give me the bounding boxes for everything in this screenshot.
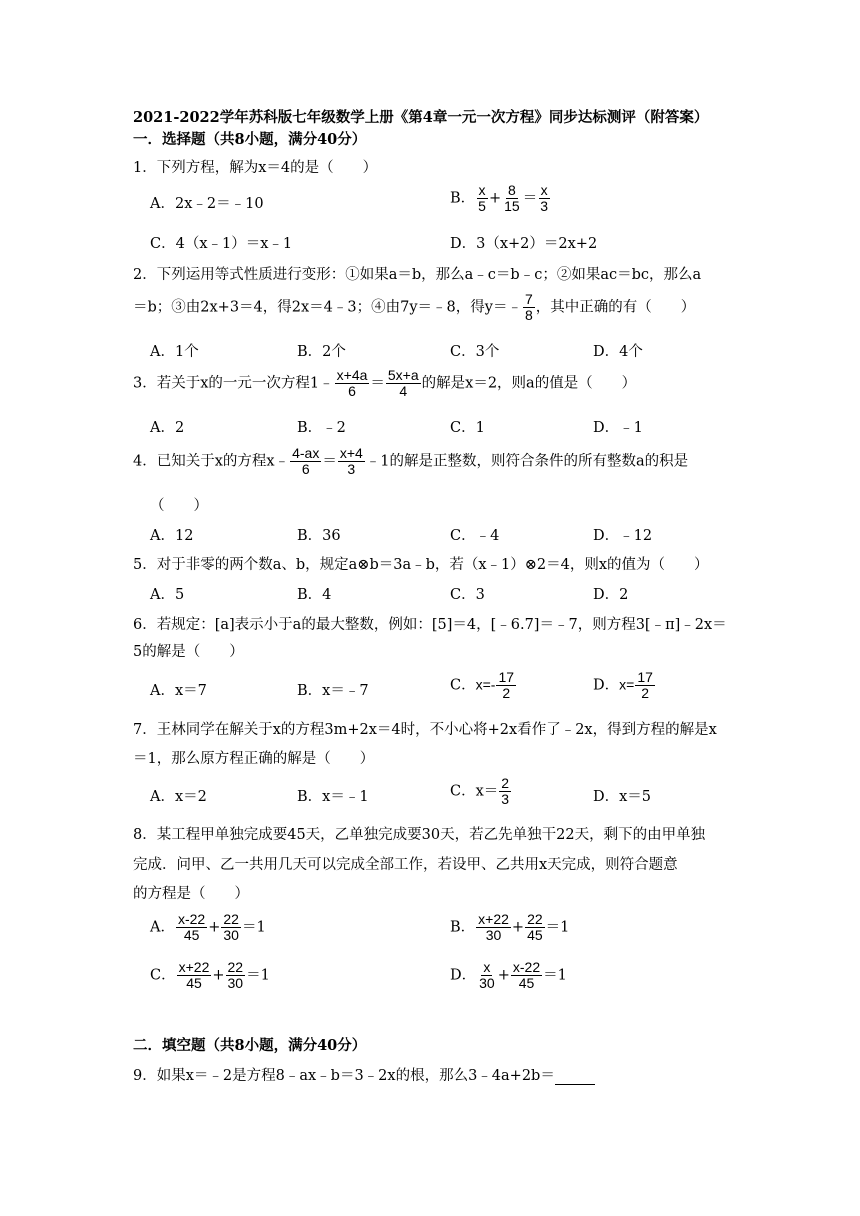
text: 4．已知关于x的方程x﹣ [133,453,290,470]
denominator: 15 [504,198,520,214]
option-label: C．x＝ [450,783,499,800]
text: 的解是x＝2，则a的值是（ ） [421,375,637,392]
denominator: 30 [485,927,502,943]
question-4-line-1 [133,446,688,477]
question-1-option-a: A．2x﹣2＝﹣10 [150,196,264,212]
section-heading-choice: 一．选择题（共8小题，满分40分） [133,131,367,148]
fraction [538,183,550,214]
equals-one: ＝1 [545,919,570,936]
question-8-line-1: 8．某工程甲单独完成要45天，乙单独完成要30天，若乙先单独干22天，剩下的由甲单独 [133,827,706,843]
question-8-line-3: 的方程是（ ） [133,886,249,902]
numerator: 22 [527,911,543,927]
fraction [476,912,511,943]
operator: + [212,967,225,984]
question-5-stem: 5．对于非零的两个数a、b，规定a⊗b＝3a﹣b，若（x﹣1）⊗2＝4，则x的值为（ ） [133,557,709,573]
question-2-option-b: B．2个 [297,344,346,360]
numerator: x+22 [478,911,509,927]
equals-one: ＝1 [543,967,567,984]
question-7-option-a: A．x＝2 [150,789,207,805]
question-4-option-c: C．﹣4 [450,528,500,544]
question-3-option-b: B．﹣2 [297,420,346,436]
fraction [386,368,421,399]
question-6-option-c [450,670,517,701]
fraction [496,670,516,701]
question-1-stem: 1．下列方程，解为x＝4的是（ ） [133,160,378,176]
fraction [525,912,545,943]
question-2-line-2 [133,292,695,323]
question-5-option-d: D．2 [593,587,629,603]
numerator: x+22 [178,959,210,975]
numerator: 22 [223,911,239,927]
fraction [226,960,246,991]
numerator: x [483,959,491,975]
denominator: 3 [540,198,548,214]
numerator: 7 [524,291,533,307]
question-8-option-a [150,912,266,943]
question-5-option-b: B．4 [297,587,332,603]
numerator: 22 [227,959,244,975]
operator: ＝ [522,190,538,207]
numerator: x-22 [512,959,541,975]
operator: + [208,919,221,936]
fraction [476,183,488,214]
denominator: 2 [641,685,650,701]
operator: + [488,190,502,207]
fraction [502,183,522,214]
question-6-line-1: 6．若规定：[a]表示小于a的最大整数，例如：[5]＝4，[﹣6.7]＝﹣7，则方程3[﹣π]﹣2x＝ [133,617,727,633]
fraction [290,446,321,477]
fraction [338,446,365,477]
equals-one: ＝1 [241,919,266,936]
fraction [221,912,241,943]
question-3-option-a: A．2 [150,420,185,436]
fraction [523,292,535,323]
question-9-stem [133,1064,595,1085]
question-7-line-1: 7．王林同学在解关于x的方程3m+2x＝4时，不小心将+2x看作了﹣2x，得到方程的解是x [133,722,717,738]
option-label: C． [150,967,176,984]
question-3-stem [133,368,636,399]
question-8-option-b [450,912,569,943]
fraction [335,368,370,399]
question-3-option-d: D．﹣1 [593,420,643,436]
question-2-line-1: 2．下列运用等式性质进行变形：①如果a＝b，那么a﹣c＝b﹣c；②如果ac＝bc，那么a [133,267,702,283]
denominator: 4 [399,383,408,399]
section-heading-fill-in: 二．填空题（共8小题，满分40分） [133,1037,367,1054]
document-title: 2021-2022学年苏科版七年级数学上册《第4章一元一次方程》同步达标测评（附答案） [133,109,709,126]
question-1-option-d: D．3（x+2）＝2x+2 [450,236,598,252]
operator: + [511,919,525,936]
expression: x=- [475,676,496,693]
text: ＝b；③由2x+3＝4，得2x＝4﹣3；④由7y＝﹣8，得y＝﹣ [133,299,522,316]
fraction [511,960,542,991]
question-4-option-a: A．12 [150,528,194,544]
numerator: x [478,182,486,198]
question-3-option-c: C．1 [450,420,485,436]
denominator: 30 [479,975,495,991]
numerator: x [540,182,548,198]
question-7-line-2: ＝1，那么原方程正确的解是（ ） [133,751,375,767]
option-label: B． [450,190,476,207]
option-label: A． [150,919,175,936]
text: ，其中正确的有（ ） [535,299,696,316]
question-1-option-b [450,183,551,214]
expression: x= [619,676,635,693]
question-8-option-d [450,960,567,991]
denominator: 45 [186,975,202,991]
numerator: 8 [508,182,516,198]
question-7-option-d: D．x＝5 [593,789,652,805]
numerator: x+4 [339,445,363,461]
question-8-line-2: 完成．问甲、乙一共用几天可以完成全部工作，若设甲、乙共用x天完成，则符合题意 [133,857,678,873]
question-2-option-d: D．4个 [593,344,643,360]
question-8-option-c [150,960,270,991]
fraction [499,776,511,807]
question-7-option-b: B．x＝﹣1 [297,789,369,805]
option-label: D． [593,677,620,694]
question-6-option-d [593,670,656,701]
denominator: 45 [527,927,543,943]
numerator: 17 [637,669,653,685]
question-6-line-2: 5的解是（ ） [133,644,244,660]
question-2-option-a: A．1个 [150,344,199,360]
denominator: 30 [223,927,239,943]
question-4-option-b: B．36 [297,528,341,544]
denominator: 3 [501,791,510,807]
question-2-option-c: C．3个 [450,344,500,360]
numerator: x-22 [177,911,206,927]
operator: ＝ [322,453,337,470]
text: 9．如果x＝﹣2是方程8﹣ax﹣b＝3﹣2x的根，那么3﹣4a+2b＝ [133,1068,555,1084]
operator: + [497,967,510,984]
question-6-option-a: A．x＝7 [150,683,207,699]
option-label: C． [450,677,476,694]
fraction [635,670,655,701]
question-7-option-c [450,776,512,807]
question-4-option-d: D．﹣12 [593,528,653,544]
option-label: D． [450,967,477,984]
denominator: 6 [301,461,310,477]
question-1-option-c: C．4（x﹣1）＝x﹣1 [150,236,293,252]
denominator: 6 [348,383,356,399]
question-5-option-c: C．3 [450,587,485,603]
equals-one: ＝1 [246,967,270,984]
denominator: 45 [183,927,200,943]
fraction [177,960,212,991]
denominator: 30 [227,975,244,991]
fraction [176,912,207,943]
question-6-option-b: B．x＝﹣7 [297,683,369,699]
question-5-option-a: A．5 [150,587,185,603]
numerator: 4-ax [292,445,320,461]
denominator: 3 [347,461,356,477]
text: 3．若关于x的一元一次方程1﹣ [133,375,334,392]
operator: ＝ [370,375,385,392]
question-4-line-2: （ ） [150,498,208,514]
denominator: 2 [502,685,511,701]
denominator: 8 [524,307,533,323]
numerator: 17 [498,669,515,685]
numerator: 2 [501,775,510,791]
denominator: 45 [518,975,535,991]
numerator: 5x+a [387,367,419,383]
text: ﹣1的解是正整数，则符合条件的所有整数a的积是 [365,453,689,470]
numerator: x+4a [336,367,368,383]
fraction [477,960,497,991]
denominator: 5 [478,198,486,214]
option-label: B． [450,919,476,936]
answer-blank [555,1070,595,1085]
